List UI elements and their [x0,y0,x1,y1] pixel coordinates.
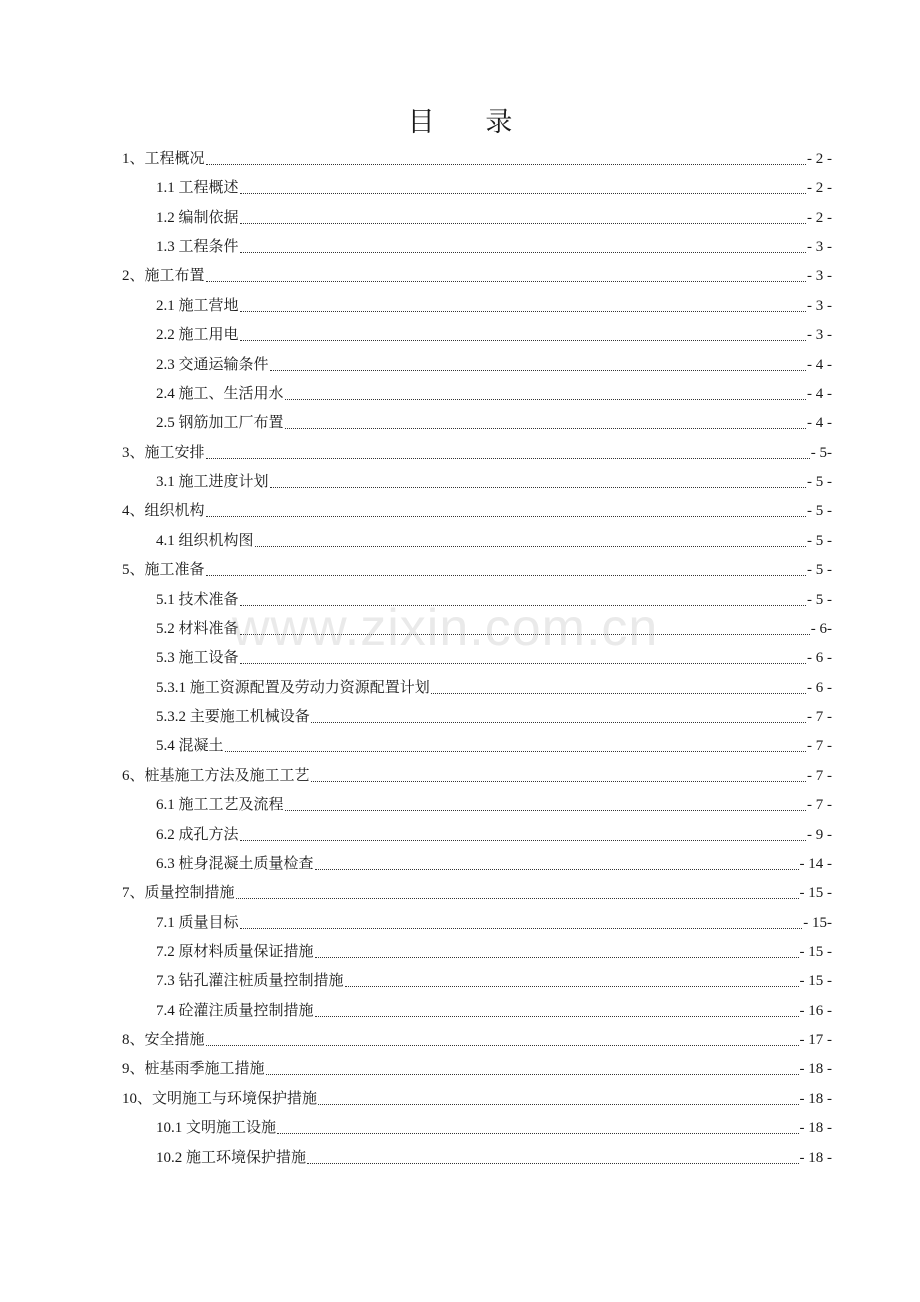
toc-entry-page-number: - 15 - [799,885,832,902]
toc-entry[interactable] [156,904,832,933]
dot-leader [240,928,803,929]
toc-entry-page-number: - 15 - [799,943,832,960]
toc-entry-page-number: - 17 - [799,1032,832,1049]
toc-entry-label: 4.1 组织机构图 [156,532,254,549]
toc-entry[interactable] [156,845,832,874]
toc-entry-label: 7.4 砼灌注质量控制措施 [156,1002,314,1019]
toc-entry[interactable] [122,1050,832,1079]
toc-entry[interactable] [156,404,832,433]
toc-entry-page-number: - 2 - [807,209,832,226]
toc-entry[interactable] [156,522,832,551]
toc-entry-label: 2.3 交通运输条件 [156,356,269,373]
toc-entry-page-number: - 5 - [807,532,832,549]
toc-entry[interactable] [156,639,832,668]
toc-entry-label: 6、桩基施工方法及施工工艺 [122,767,310,784]
toc-entry-page-number: - 2 - [807,180,832,197]
toc-entry-label: 10.2 施工环境保护措施 [156,1149,307,1166]
toc-entry-page-number: - 6- [810,620,832,637]
dot-leader [240,311,806,312]
watermark: www.zixin.com.cn [232,599,659,657]
toc-entry-label: 7.3 钻孔灌注桩质量控制措施 [156,973,344,990]
toc-entry-page-number: - 3 - [807,239,832,256]
dot-leader [285,810,806,811]
toc-entry-label: 5.2 材料准备 [156,620,239,637]
dot-leader [315,869,799,870]
toc-entry-label: 3.1 施工进度计划 [156,474,269,491]
toc-entry-label: 6.1 施工工艺及流程 [156,797,284,814]
toc-entry-label: 6.2 成孔方法 [156,826,239,843]
toc-entry-label: 7、质量控制措施 [122,885,235,902]
toc-entry-label: 7.1 质量目标 [156,914,239,931]
toc-entry-page-number: - 3 - [807,297,832,314]
toc-entry[interactable] [156,727,832,756]
toc-entry[interactable] [156,346,832,375]
toc-entry-label: 3、施工安排 [122,444,205,461]
toc-entry-label: 8、安全措施 [122,1032,205,1049]
toc-entry-label: 5.3.1 施工资源配置及劳动力资源配置计划 [156,679,430,696]
toc-entry-label: 1.1 工程概述 [156,180,239,197]
toc-entry[interactable] [156,992,832,1021]
dot-leader [206,1045,799,1046]
toc-entry-label: 2.5 钢筋加工厂布置 [156,415,284,432]
toc-entry-label: 1、工程概况 [122,151,205,167]
dot-leader [311,781,806,782]
dot-leader [277,1133,798,1134]
toc-entry[interactable] [156,316,832,345]
toc-entry[interactable] [156,1139,832,1168]
toc-title: 目 录 [407,107,535,137]
toc-entry[interactable] [122,757,832,786]
dot-leader [318,1104,798,1105]
toc-entry-page-number: - 18 - [799,1120,832,1137]
toc-entry[interactable] [122,492,832,521]
toc-entry-page-number: - 7 - [807,738,832,755]
dot-leader [240,223,806,224]
toc-entry[interactable] [122,551,832,580]
toc-entry[interactable] [122,1021,832,1050]
dot-leader [307,1163,798,1164]
dot-leader [240,193,806,194]
toc-entry-label: 9、桩基雨季施工措施 [122,1061,265,1078]
toc-entry-page-number: - 9 - [807,826,832,843]
toc-entry-page-number: - 3 - [807,327,832,344]
dot-leader [206,516,806,517]
dot-leader [240,663,806,664]
toc-entry-label: 5.4 混凝土 [156,738,224,755]
toc-entry-page-number: - 4 - [807,385,832,402]
toc-entry[interactable] [122,1080,832,1109]
dot-leader [270,487,806,488]
dot-leader [431,693,806,694]
toc-entry-page-number: - 18 - [799,1061,832,1078]
toc-entry[interactable] [156,581,832,610]
toc-entry-page-number: - 16 - [799,1002,832,1019]
toc-entry[interactable] [156,786,832,815]
toc-entry-label: 10、文明施工与环境保护措施 [122,1090,318,1107]
toc-entry-page-number: - 15 - [799,973,832,990]
dot-leader [270,370,806,371]
dot-leader [255,546,806,547]
dot-leader [240,252,806,253]
toc-entry-page-number: - 6 - [807,679,832,696]
toc-entry-label: 2.2 施工用电 [156,327,239,344]
toc-entry[interactable] [122,434,832,463]
toc-entry-label: 2、施工布置 [122,268,205,285]
dot-leader [240,605,806,606]
toc-entry-label: 5.3 施工设备 [156,650,239,667]
toc-entry-page-number: - 5 - [807,474,832,491]
toc-entry-page-number: - 2 - [807,151,832,167]
toc-entry[interactable] [156,816,832,845]
toc-entry-label: 4、组织机构 [122,503,205,520]
dot-leader [315,957,799,958]
toc-entry-label: 1.2 编制依据 [156,209,239,226]
toc-entry-page-number: - 4 - [807,415,832,432]
dot-leader [206,281,806,282]
toc-entry-page-number: - 5 - [807,503,832,520]
dot-leader [311,722,806,723]
toc-entry[interactable] [156,933,832,962]
toc-entry[interactable] [156,669,832,698]
dot-leader [236,898,799,899]
toc-entry[interactable] [156,698,832,727]
toc-entry[interactable] [156,1109,832,1138]
toc-entry[interactable] [156,199,832,228]
toc-entry-page-number: - 14 - [799,855,832,872]
toc-entry-label: 7.2 原材料质量保证措施 [156,943,314,960]
toc-entry[interactable] [122,874,832,903]
dot-leader [206,164,806,165]
toc-entry-page-number: - 5 - [807,562,832,579]
dot-leader [285,428,806,429]
toc-entry-label: 2.1 施工营地 [156,297,239,314]
dot-leader [206,575,806,576]
toc-entry[interactable] [156,610,832,639]
dot-leader [315,1016,799,1017]
toc-entry-label: 5.1 技术准备 [156,591,239,608]
dot-leader [240,840,806,841]
toc-entry[interactable] [122,257,832,286]
toc-entry-page-number: - 18 - [799,1090,832,1107]
toc-entry-label: 10.1 文明施工设施 [156,1120,277,1137]
toc-entry-label: 5.3.2 主要施工机械设备 [156,709,310,726]
toc-entry-label: 6.3 桩身混凝土质量检查 [156,855,314,872]
dot-leader [345,986,799,987]
toc-entry[interactable] [156,962,832,991]
toc-entry-page-number: - 7 - [807,767,832,784]
toc-entry[interactable] [156,169,832,198]
toc-entry-page-number: - 18 - [799,1149,832,1166]
toc-entry-page-number: - 3 - [807,268,832,285]
toc-entry-page-number: - 5- [810,444,832,461]
dot-leader [240,634,810,635]
toc-entry-page-number: - 5 - [807,591,832,608]
dot-leader [285,399,806,400]
toc-entry[interactable] [156,463,832,492]
dot-leader [206,458,810,459]
dot-leader [266,1074,799,1075]
toc-entry-page-number: - 7 - [807,797,832,814]
toc-entry-label: 2.4 施工、生活用水 [156,385,284,402]
toc-entry[interactable] [156,375,832,404]
toc-entry-page-number: - 4 - [807,356,832,373]
toc-entry[interactable] [122,140,832,169]
dot-leader [240,340,806,341]
toc-entry-label: 5、施工准备 [122,562,205,579]
toc-entry-page-number: - 15- [803,914,832,931]
toc-entry-label: 1.3 工程条件 [156,239,239,256]
dot-leader [225,751,806,752]
toc-entry-page-number: - 7 - [807,709,832,726]
toc-entry[interactable] [156,287,832,316]
toc-entry[interactable] [156,228,832,257]
toc-entry-page-number: - 6 - [807,650,832,667]
